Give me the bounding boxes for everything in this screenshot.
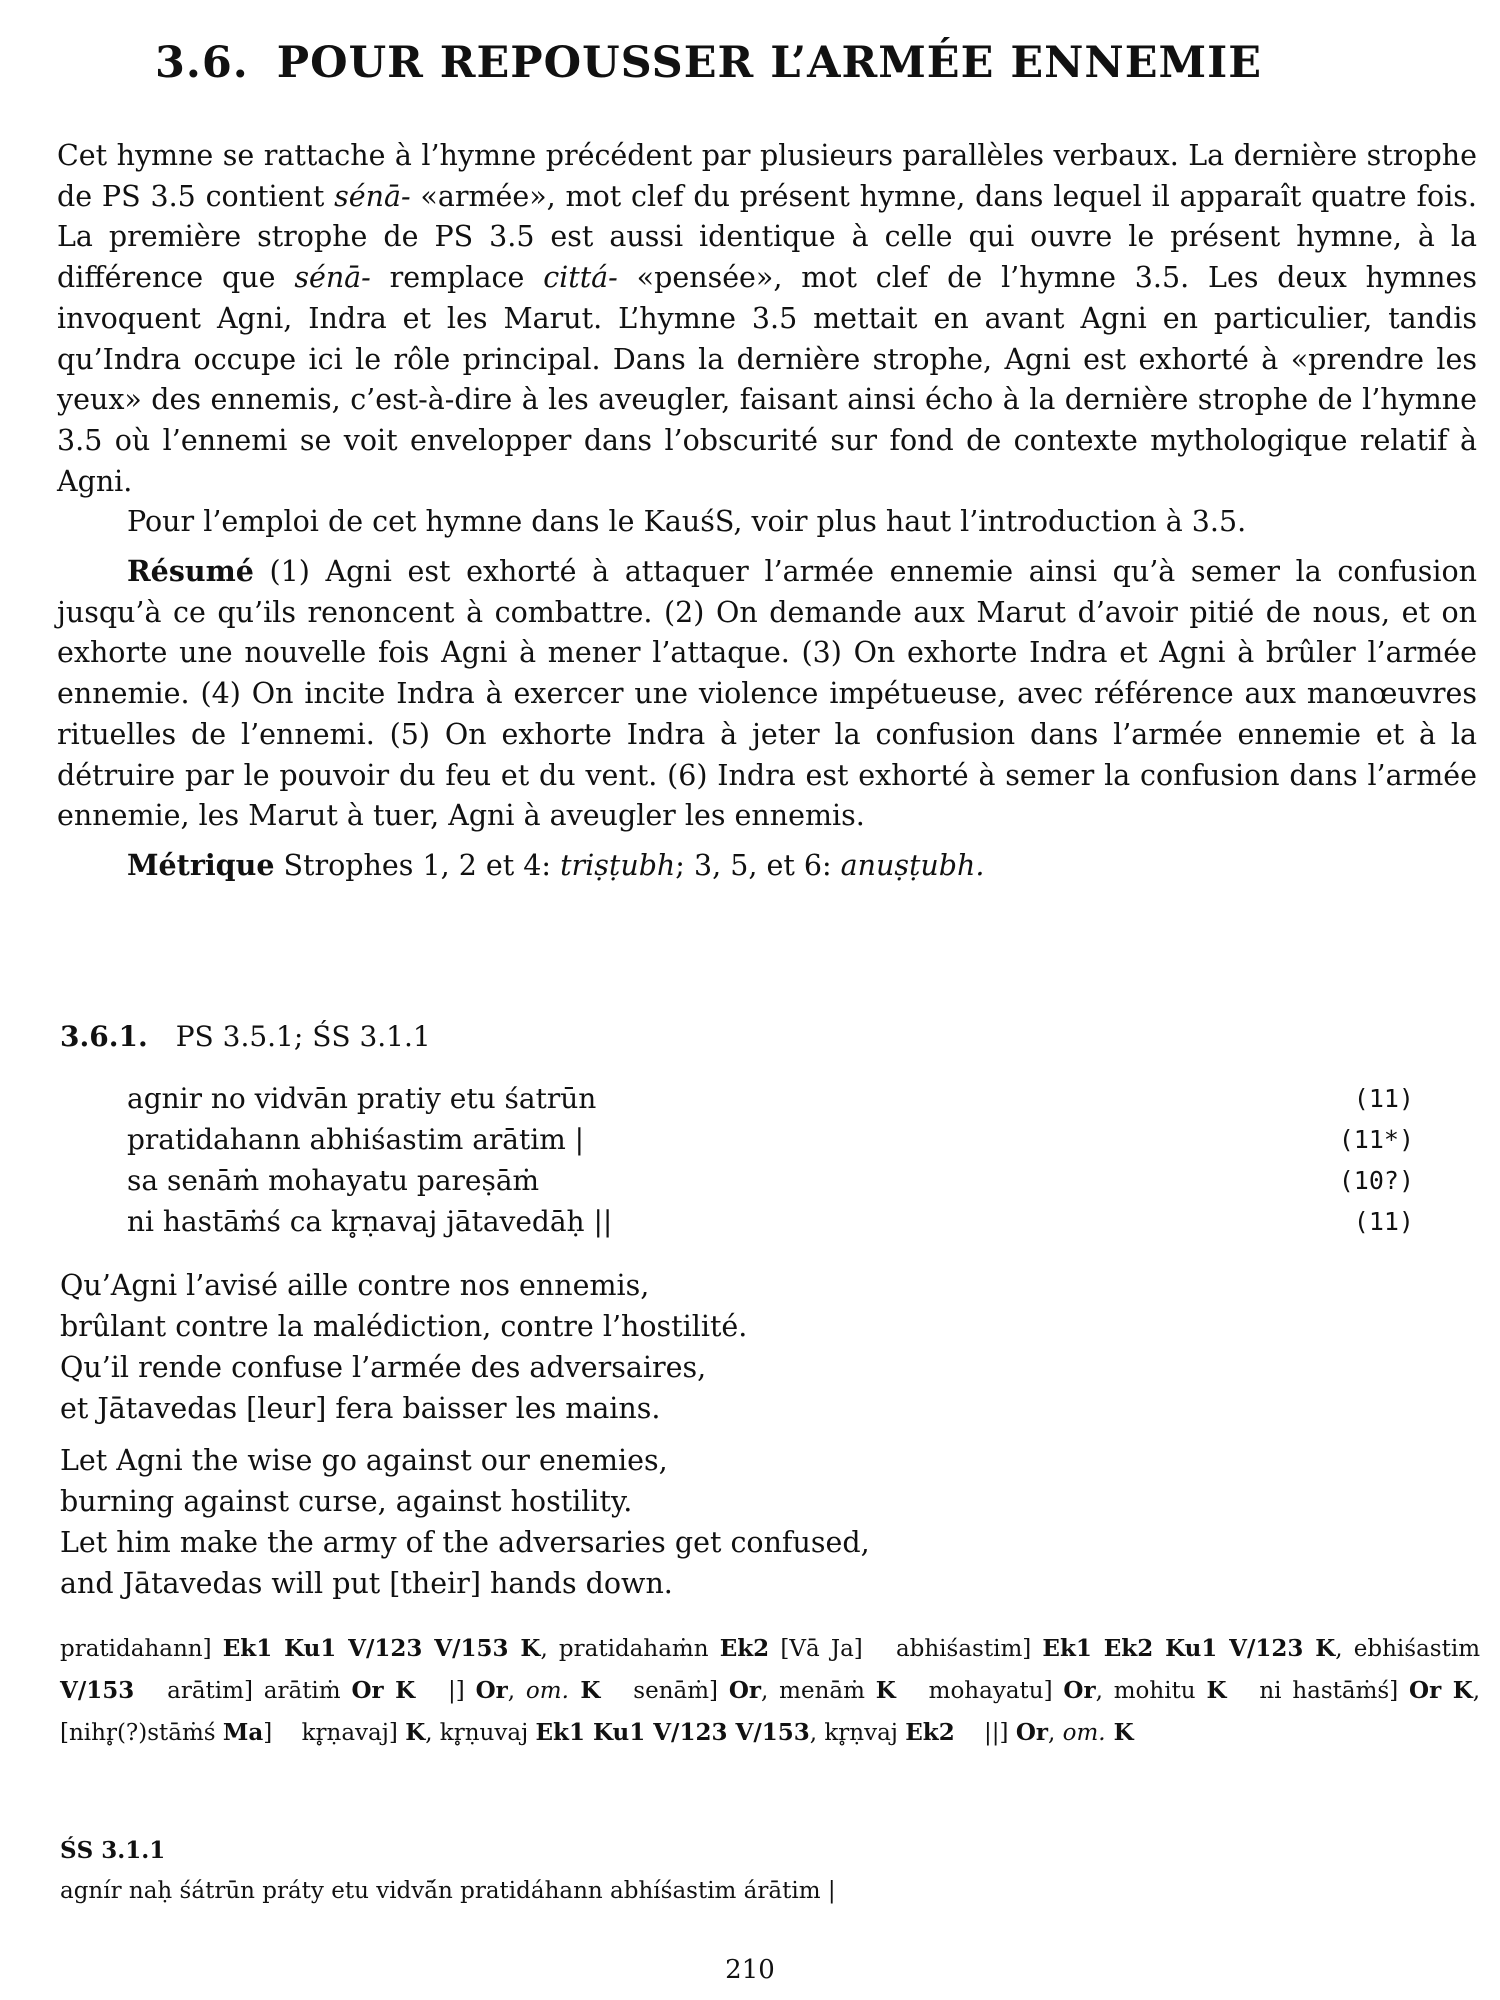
apparatus-entry	[60, 1636, 863, 1662]
sigla: Ek2	[905, 1719, 955, 1746]
text-run: Cet hymne se rattache à l’hymne précédent par plusieurs parallèles verbaux. La dernière strophe de PS 3.5 contient	[57, 139, 1477, 213]
sigla: Ek1 Ek2 Ku1 V/123 K	[1042, 1635, 1336, 1662]
critical-apparatus	[60, 1628, 1480, 1754]
lemma: ni hastāṁś]	[1259, 1678, 1410, 1704]
syllable-count: (10?)	[1338, 1166, 1414, 1195]
term-citta: cittá-	[543, 261, 618, 295]
verse-line	[127, 1160, 1414, 1201]
variant: , mohitu	[1095, 1678, 1207, 1704]
translation-line: Qu’il rende confuse l’armée des adversaires,	[60, 1351, 707, 1384]
verse-text: agnir no vidvān pratiy etu śatrūn	[127, 1082, 597, 1115]
variant: , pratidahaṁn	[540, 1636, 720, 1662]
omission: om.	[525, 1678, 569, 1704]
translation-line: brûlant contre la malédiction, contre l’hostilité.	[60, 1310, 748, 1343]
summary-label: Résumé	[127, 554, 254, 589]
page-title	[155, 38, 1262, 88]
verse-block	[127, 1078, 1414, 1242]
sigla: Or	[475, 1677, 508, 1704]
sigla: K	[875, 1677, 896, 1704]
sigla: V/153	[60, 1677, 135, 1704]
sigla: Or	[728, 1677, 762, 1704]
variant: ]	[263, 1720, 273, 1746]
apparatus-entry	[302, 1720, 955, 1746]
variant: ,	[1048, 1720, 1063, 1746]
apparatus-entry	[929, 1678, 1227, 1704]
sigla: Ma	[222, 1719, 264, 1746]
translation-line: Let Agni the wise go against our enemies,	[60, 1444, 668, 1477]
variant: , ebhiśastim	[1335, 1636, 1481, 1662]
translation-line: burning against curse, against hostility.	[60, 1485, 633, 1518]
variant: , kr̥ṇvaj	[809, 1720, 906, 1746]
kauss-note: Pour l’emploi de cet hymne dans le KauśS, voir plus haut l’introduction à 3.5.	[127, 505, 1247, 539]
text-run: ; 3, 5, et 6:	[675, 848, 841, 882]
lemma: pratidahann]	[60, 1636, 223, 1662]
title-text: POUR REPOUSSER L’ARMÉE ENNEMIE	[276, 38, 1262, 88]
apparatus-entry	[167, 1678, 415, 1704]
metrics-paragraph	[57, 845, 1477, 887]
sigla: K	[405, 1719, 426, 1746]
translation-line: et Jātavedas [leur] fera baisser les mains.	[60, 1392, 661, 1425]
sigla: Or K	[351, 1677, 416, 1704]
intro-paragraph	[57, 136, 1477, 502]
translation-line: Let him make the army of the adversaries get confused,	[60, 1526, 870, 1559]
sigla: K	[1206, 1677, 1227, 1704]
variant: , menāṁ	[761, 1678, 876, 1704]
verse-text: ni hastāṁś ca kr̥ṇavaj jātavedāḥ ||	[127, 1205, 613, 1238]
summary-text: (1) Agni est exhorté à attaquer l’armée ennemie ainsi qu’à semer la confusion jusqu’à ce qu’ils renoncent à combattre. (2) On demande aux Marut d’avoir pitié de nous, et on exhorte une nouvelle fois Agni à mener l’attaque. (3) On exhorte Indra et Agni à brûler l’armée ennemie. (4) On incite Indra à exercer une violence impétueuse, avec référence aux manœuvres rituelles de l’ennemi. (5) On exhorte Indra à jeter la confusion dans l’armée ennemie et à la détruire par le pouvoir du feu et du vent. (6) Indra est exhorté à semer la confusion dans l’armée ennemie, les Marut à tuer, Agni à aveugler les ennemis.	[57, 555, 1477, 833]
text-run: Strophes 1, 2 et 4:	[274, 848, 561, 882]
french-translation	[60, 1265, 747, 1429]
lemma: |]	[448, 1678, 476, 1704]
translation-line: Qu’Agni l’avisé aille contre nos ennemis,	[60, 1269, 650, 1302]
sigla: Ek1 Ku1 V/123 V/153	[535, 1719, 810, 1746]
sigla: Or	[1015, 1719, 1048, 1746]
section-refs: PS 3.5.1; ŚS 3.1.1	[175, 1020, 431, 1053]
summary-paragraph	[57, 551, 1477, 837]
syllable-count: (11*)	[1338, 1125, 1414, 1154]
page-number: 210	[725, 1955, 775, 1985]
apparatus-entry	[984, 1720, 1134, 1746]
syllable-count: (11)	[1353, 1207, 1414, 1236]
sigla: Ek2	[719, 1635, 770, 1662]
verse-line	[127, 1078, 1414, 1119]
translation-line: and Jātavedas will put [their] hands down.	[60, 1567, 673, 1600]
verse-text: sa senāṁ mohayatu pareṣāṁ	[127, 1164, 540, 1197]
sigla: Or K	[1409, 1677, 1473, 1704]
text-run: remplace	[370, 261, 544, 295]
sigla: Ek1 Ku1 V/123 V/153 K	[222, 1635, 541, 1662]
term-sena: sénā-	[334, 179, 411, 213]
lemma: senāṁ]	[633, 1678, 729, 1704]
variant: , [nihr̥(?)stāṁś	[60, 1678, 1481, 1746]
metrics-label: Métrique	[127, 847, 275, 882]
text-run: «armée», mot clef du présent hymne, dans lequel il apparaît quatre fois. La première strophe de PS 3.5 est aussi identique à celle qui ouvre le présent hymne, à la différence que	[57, 179, 1477, 295]
verse-line	[127, 1119, 1414, 1160]
variant: [Vā Ja]	[769, 1636, 863, 1662]
english-translation	[60, 1440, 870, 1604]
apparatus-entry	[448, 1678, 600, 1704]
sigla: K	[568, 1677, 601, 1704]
meter-name: anuṣṭubh.	[840, 848, 985, 882]
lemma: ||]	[984, 1720, 1016, 1746]
title-number: 3.6.	[155, 38, 249, 88]
introduction	[57, 136, 1477, 887]
apparatus-entry	[633, 1678, 896, 1704]
syllable-count: (11)	[1353, 1084, 1414, 1113]
verse-text: pratidahann abhiśastim arātim |	[127, 1123, 585, 1156]
lemma: abhiśastim]	[895, 1636, 1043, 1662]
section-number: 3.6.1.	[60, 1020, 148, 1053]
sigla: K	[1105, 1719, 1134, 1746]
section-heading	[60, 1020, 431, 1053]
ss-verse: agnír naḥ śátrūn práty etu vidvā́n pratidáhann abhíśastim árātim |	[60, 1878, 836, 1904]
text-run: «pensée», mot clef de l’hymne 3.5. Les deux hymnes invoquent Agni, Indra et les Marut. L’hymne 3.5 mettait en avant Agni en particulier, tandis qu’Indra occupe ici le rôle principal. Dans la dernière strophe, Agni est exhorté à «prendre les yeux» des ennemis, c’est-à-dire à les aveugler, faisant ainsi écho à la dernière strophe de l’hymne 3.5 où l’ennemi se voit envelopper dans l’obscurité sur fond de contexte mythologique relatif à Agni.	[57, 261, 1478, 498]
sigla: Or	[1063, 1677, 1096, 1704]
ss-heading: ŚS 3.1.1	[60, 1837, 166, 1864]
omission: om.	[1062, 1720, 1106, 1746]
variant: ,	[507, 1678, 526, 1704]
lemma: kr̥ṇavaj]	[301, 1720, 406, 1746]
lemma: mohayatu]	[928, 1678, 1064, 1704]
lemma: arātim] arātiṁ	[167, 1678, 352, 1704]
verse-line	[127, 1201, 1414, 1242]
meter-name: triṣṭubh	[560, 848, 676, 882]
term-sena: sénā-	[294, 261, 371, 295]
variant: , kr̥ṇuvaj	[425, 1720, 536, 1746]
